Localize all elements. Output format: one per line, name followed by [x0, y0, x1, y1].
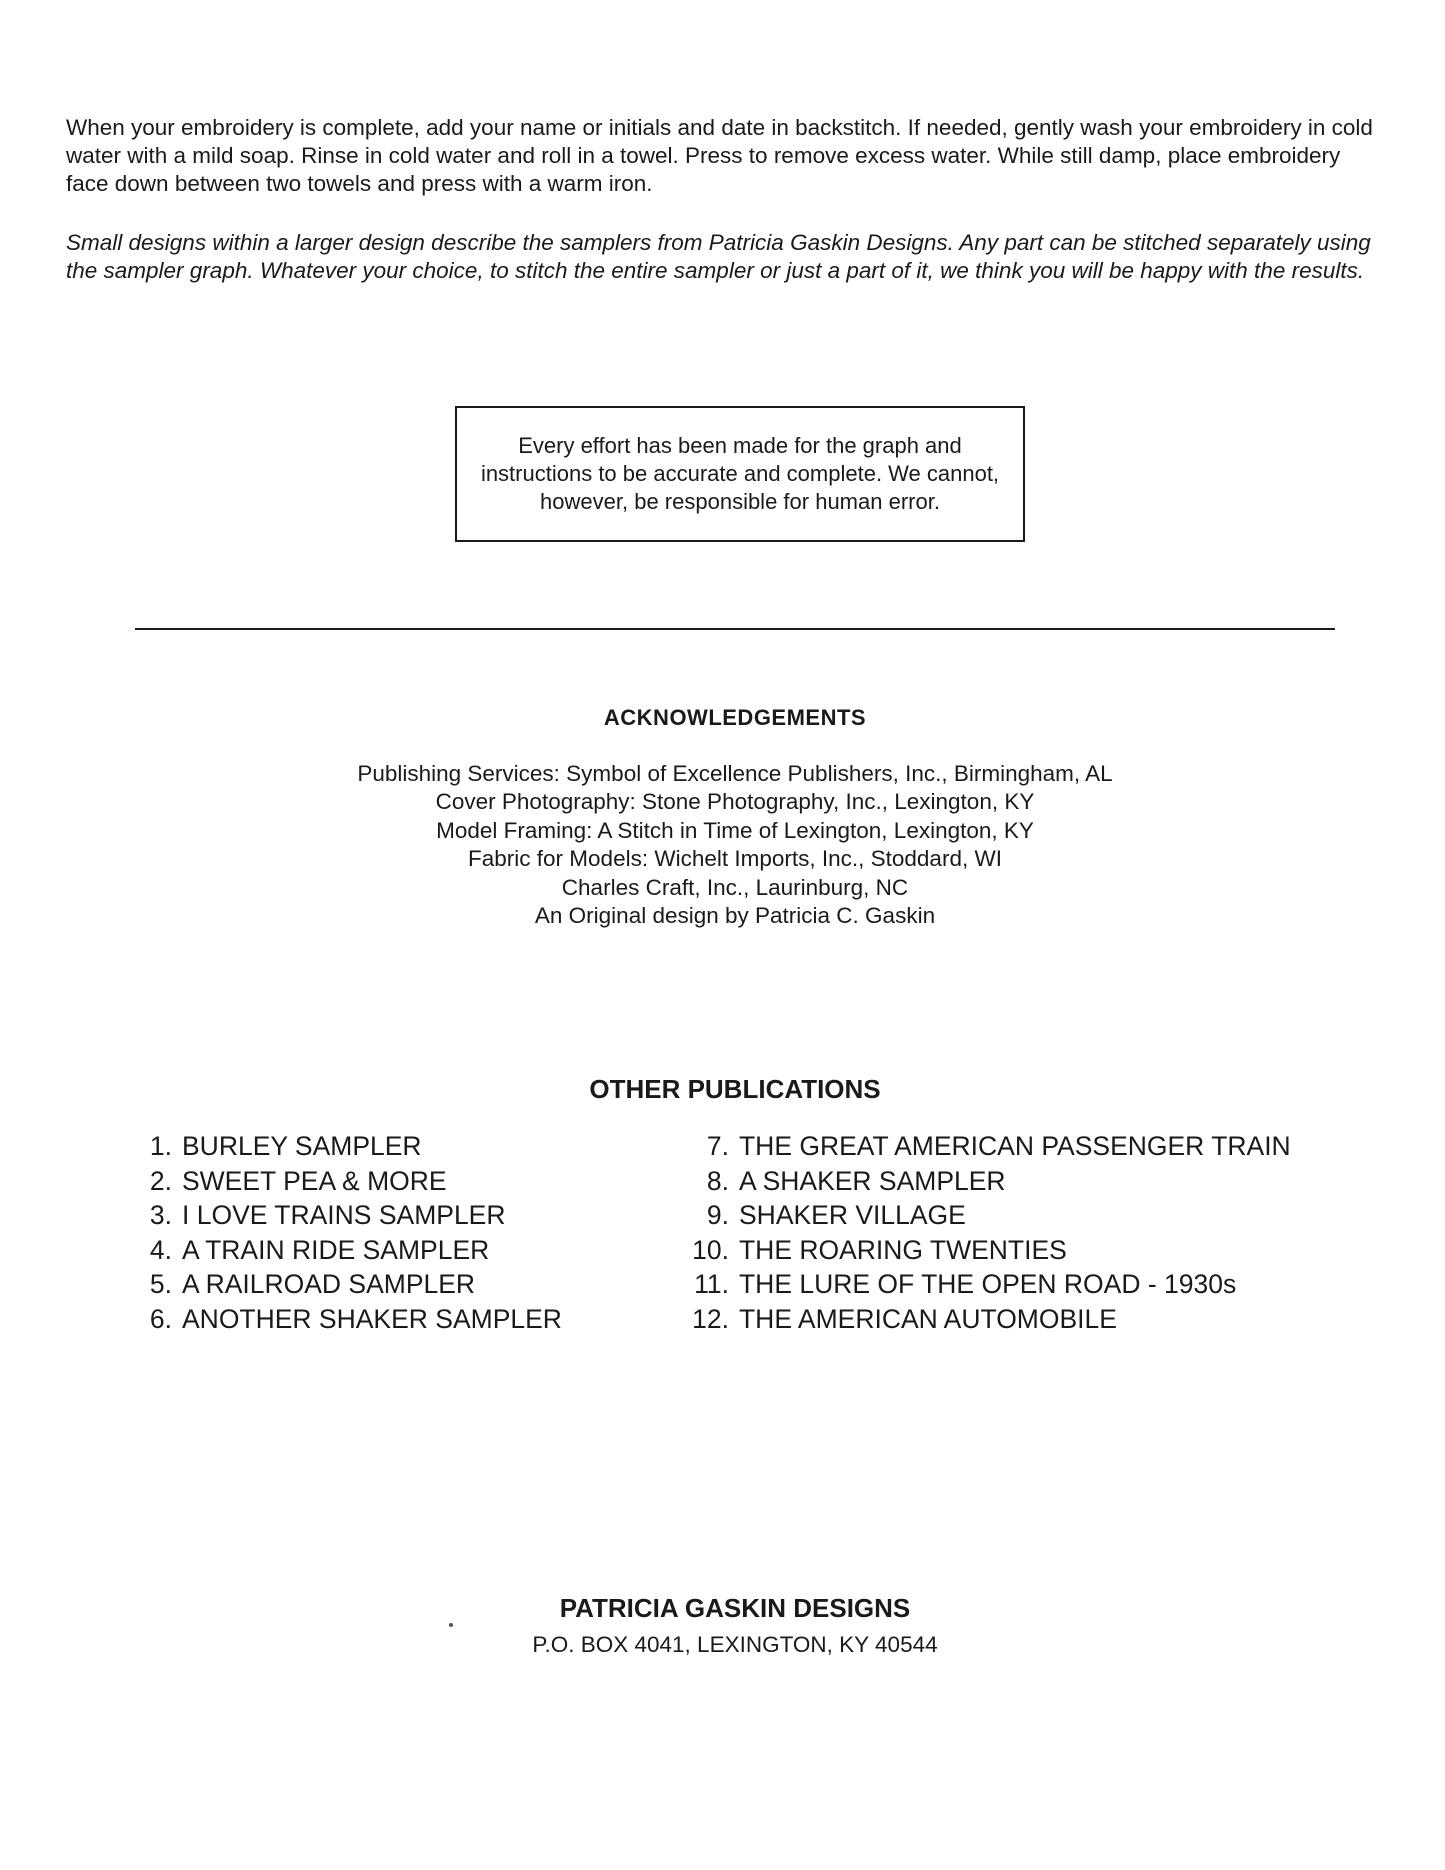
acknowledgement-line: Fabric for Models: Wichelt Imports, Inc., Stoddard, WI — [468, 846, 1002, 872]
horizontal-divider — [135, 628, 1335, 630]
item-number: 5. — [149, 1269, 172, 1300]
list-item — [100, 1198, 660, 1233]
list-item — [100, 1233, 660, 1268]
item-title: ANOTHER SHAKER SAMPLER — [182, 1303, 562, 1334]
acknowledgement-line: An Original design by Patricia C. Gaskin — [534, 903, 936, 929]
publications-list-right — [657, 1129, 1377, 1337]
item-title: THE AMERICAN AUTOMOBILE — [739, 1303, 1117, 1334]
item-number: 3. — [149, 1200, 172, 1231]
acknowledgement-line: Publishing Services: Symbol of Excellence Publishers, Inc., Birmingham, AL — [357, 761, 1113, 786]
list-item — [657, 1267, 1377, 1302]
acknowledgement-line: Model Framing: A Stitch in Time of Lexington, Lexington, KY — [436, 817, 1034, 843]
list-item — [100, 1164, 660, 1199]
list-item — [657, 1164, 1377, 1199]
acknowledgement-line: Charles Craft, Inc., Laurinburg, NC — [561, 874, 909, 900]
item-number: 8. — [706, 1165, 729, 1196]
list-item — [100, 1302, 660, 1337]
list-item — [100, 1267, 660, 1302]
item-number: 6. — [149, 1303, 172, 1334]
disclaimer-box — [455, 406, 1025, 542]
item-title: I LOVE TRAINS SAMPLER — [182, 1200, 506, 1231]
item-title: THE ROARING TWENTIES — [739, 1234, 1067, 1265]
item-title: A SHAKER SAMPLER — [739, 1165, 1006, 1196]
item-number: 10. — [692, 1234, 729, 1265]
acknowledgements-list — [0, 760, 1445, 930]
other-publications-heading: OTHER PUBLICATIONS — [589, 1074, 881, 1104]
company-name: PATRICIA GASKIN DESIGNS — [559, 1593, 911, 1623]
intro-paragraph: When your embroidery is complete, add your name or initials and date in backstitch. If needed, gently wash your embroidery in cold water with a mild soap. Rinse in cold water and roll in a towel. Press to remove excess water. While still damp, place embroidery face down between two towels and press with a warm iron. — [66, 115, 1373, 196]
list-item — [657, 1198, 1377, 1233]
item-title: THE LURE OF THE OPEN ROAD - 1930s — [739, 1269, 1237, 1300]
item-number: 4. — [149, 1234, 172, 1265]
item-number: 11. — [694, 1269, 729, 1300]
item-title: BURLEY SAMPLER — [182, 1131, 422, 1161]
item-title: SHAKER VILLAGE — [739, 1200, 966, 1231]
item-number: 7. — [706, 1131, 729, 1161]
acknowledgement-line: Cover Photography: Stone Photography, Inc., Lexington, KY — [435, 789, 1035, 815]
item-number: 1. — [149, 1131, 172, 1161]
item-number: 2. — [149, 1165, 172, 1196]
company-address: P.O. BOX 4041, LEXINGTON, KY 40544 — [532, 1632, 938, 1657]
list-item — [657, 1302, 1377, 1337]
item-number: 12. — [692, 1303, 729, 1334]
item-title: SWEET PEA & MORE — [182, 1165, 447, 1196]
note-paragraph: Small designs within a larger design describe the samplers from Patricia Gaskin Designs. Any part can be stitched separately using the sampler graph. Whatever your choice, to stitch the entire sampler or just a part of it, we think you will be happy with the results. — [66, 230, 1371, 283]
acknowledgements-heading: ACKNOWLEDGEMENTS — [603, 705, 867, 730]
item-title: THE GREAT AMERICAN PASSENGER TRAIN — [739, 1131, 1291, 1161]
item-number: 9. — [706, 1200, 729, 1231]
item-title: A RAILROAD SAMPLER — [182, 1269, 476, 1300]
list-item — [657, 1233, 1377, 1268]
item-title: A TRAIN RIDE SAMPLER — [182, 1234, 490, 1265]
list-item — [100, 1129, 660, 1164]
disclaimer-text: Every effort has been made for the graph and instructions to be accurate and complete. We cannot, however, be responsible for human error. — [480, 433, 1000, 514]
publications-list-left — [100, 1129, 660, 1337]
list-item — [657, 1129, 1377, 1164]
